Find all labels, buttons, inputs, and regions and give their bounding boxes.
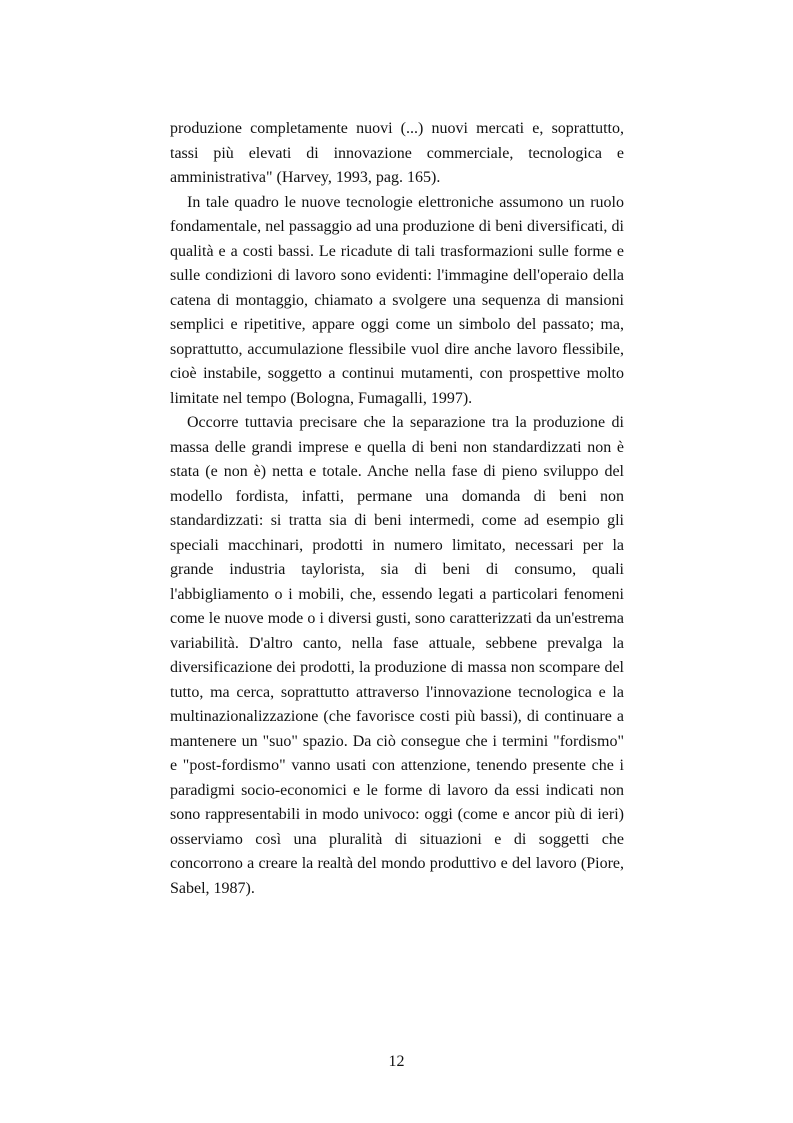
text-line: variabilità. D'altro canto, nella fase attuale, sebbene prevalga la [170, 634, 624, 652]
text-line: osserviamo così una pluralità di situazioni e di soggetti che [170, 830, 624, 848]
text-line: modello fordista, infatti, permane una domanda di beni non [170, 487, 624, 505]
paragraph [170, 191, 624, 412]
text-line: soprattutto, accumulazione flessibile vuol dire anche lavoro flessibile, [170, 340, 624, 358]
text-line: limitate nel tempo (Bologna, Fumagalli, 1997). [170, 389, 473, 407]
text-line: In tale quadro le nuove tecnologie elettroniche assumono un ruolo [187, 193, 624, 211]
text-line: standardizzati: si tratta sia di beni intermedi, come ad esempio gli [170, 512, 624, 529]
text-line: massa delle grandi imprese e quella di beni non standardizzati non è [170, 438, 624, 456]
text-line: e "post-fordismo" vanno usati con attenzione, tenendo presente che i [170, 757, 624, 774]
text-line: cioè instabile, soggetto a continui mutamenti, con prospettive molto [170, 365, 624, 382]
text-line: paradigmi socio-economici e le forme di lavoro da essi indicati non [170, 781, 624, 799]
text-line: mantenere un "suo" spazio. Da ciò consegue che i termini "fordismo" [170, 732, 624, 750]
text-line: come le nuove mode o i diversi gusti, sono caratterizzati da un'estrema [170, 610, 624, 627]
text-line: stata (e non è) netta e totale. Anche nella fase di pieno sviluppo del [170, 463, 624, 480]
text-line: diversificazione dei prodotti, la produzione di massa non scompare del [170, 659, 624, 676]
text-line: tassi più elevati di innovazione commerciale, tecnologica e [170, 144, 624, 162]
text-line: amministrativa" (Harvey, 1993, pag. 165). [170, 169, 441, 186]
body-text [170, 117, 624, 901]
text-line: qualità e a costi bassi. Le ricadute di tali trasformazioni sulle forme e [170, 242, 624, 260]
text-line: produzione completamente nuovi (...) nuovi mercati e, soprattutto, [170, 120, 624, 137]
paragraph [170, 411, 624, 901]
text-line: tutto, ma cerca, soprattutto attraverso l'innovazione tecnologica e la [170, 683, 624, 701]
text-line: semplici e ripetitive, appare oggi come un simbolo del passato; ma, [170, 316, 624, 333]
text-line: grande industria taylorista, sia di beni di consumo, quali [170, 561, 624, 578]
text-line: sulle condizioni di lavoro sono evidenti: l'immagine dell'operaio della [170, 267, 624, 284]
text-line: catena di montaggio, chiamato a svolgere una sequenza di mansioni [170, 291, 624, 309]
text-line: fondamentale, nel passaggio ad una produzione di beni diversificati, di [170, 218, 624, 235]
text-line: multinazionalizzazione (che favorisce costi più bassi), di continuare a [170, 708, 624, 725]
text-line: Occorre tuttavia precisare che la separazione tra la produzione di [187, 414, 624, 431]
text-line: l'abbigliamento o i mobili, che, essendo legati a particolari fenomeni [170, 585, 624, 603]
paragraph [170, 117, 624, 191]
text-line: sono rappresentabili in modo univoco: oggi (come e ancor più di ieri) [170, 806, 624, 823]
text-line: speciali macchinari, prodotti in numero limitato, necessari per la [170, 536, 624, 554]
text-line: concorrono a creare la realtà del mondo produttivo e del lavoro (Piore, [170, 855, 624, 872]
text-line: Sabel, 1987). [170, 879, 255, 897]
page-number: 12 [388, 1053, 405, 1070]
